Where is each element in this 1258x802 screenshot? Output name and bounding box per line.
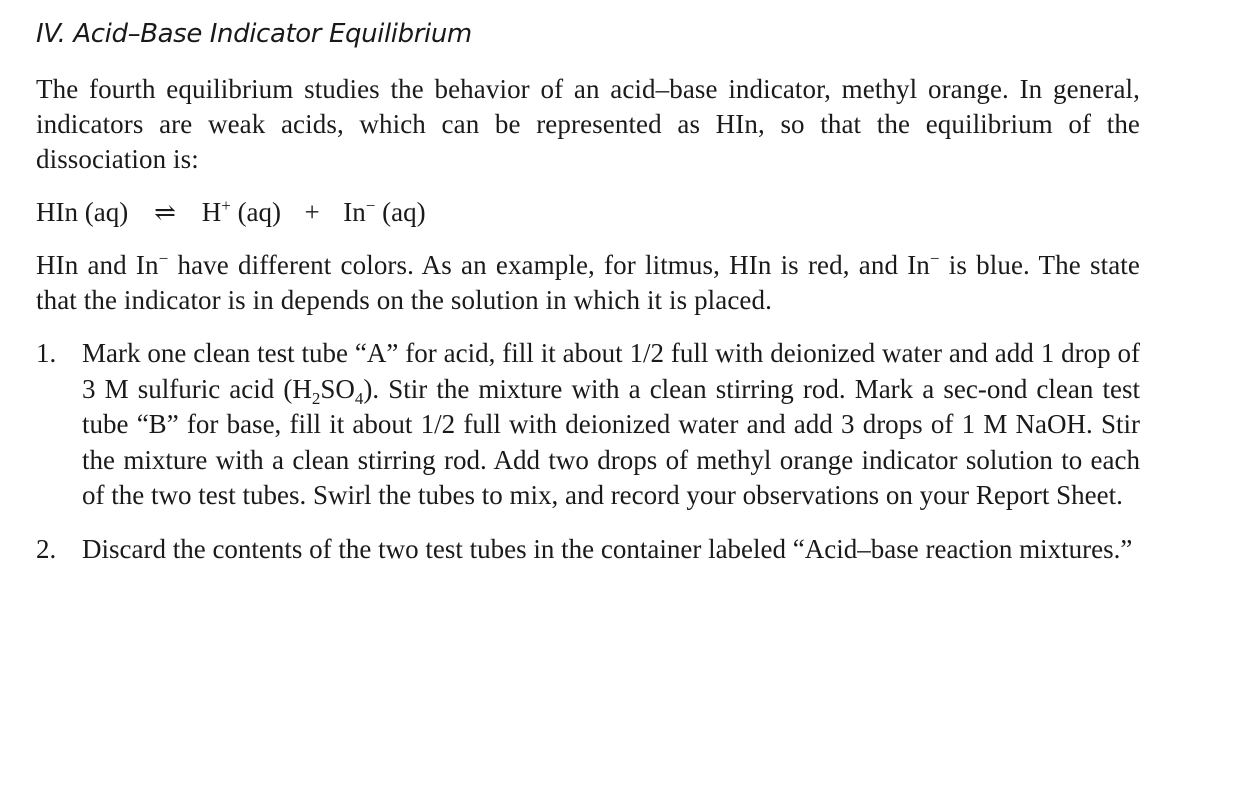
equation-product-indicator: In− (aq) — [343, 196, 426, 227]
equation-reactant: HIn (aq) — [36, 197, 129, 227]
list-item: 1. Mark one clean test tube “A” for acid, fill it about 1/2 full with deionized water and add 1 drop of 3 M sulfuric acid $(H_2SO_4)$. Stir the mixture with a clean stirring rod. Mark a sec-ond clean test tube “B” for base, fill it about 1/2 full with deionized water and add 3 drops of 1 M NaOH. Stir the mixture with a clean stirring rod. Add two drops of methyl orange indicator solution to each of the two test tubes. Swirl the tubes to mix, and record your observations on your Report Sheet. — [36, 338, 1140, 510]
section-title: IV. Acid–Base Indicator Equilibrium — [36, 19, 472, 49]
colors-paragraph: HIn and In− have different colors. As an example, for litmus, HIn is red, and In− is blue. The state that the indicator is in depends on the solution in which it is placed. — [36, 249, 1140, 315]
list-item: 2. Discard the contents of the two test tubes in the container labeled “Acid–base reaction mixtures.” — [36, 532, 1140, 568]
equation-product-hydrogen: H+ (aq) — [201, 196, 282, 227]
step-number: 1. — [36, 338, 57, 368]
hydrogen-charge: + — [221, 196, 231, 215]
equation-plus: + — [304, 197, 320, 227]
intro-paragraph: The fourth equilibrium studies the behavior of an acid–base indicator, methyl orange. In general, indicators are weak acids, which can be represented as HIn, so that the equilibrium of the dissociation is: — [36, 74, 1140, 174]
indicator-charge: − — [365, 196, 376, 215]
equilibrium-arrow-icon: ⇌ — [154, 198, 176, 227]
step-number: 2. — [36, 533, 57, 564]
dissociation-equation — [36, 195, 1140, 230]
procedure-steps — [36, 336, 1140, 567]
